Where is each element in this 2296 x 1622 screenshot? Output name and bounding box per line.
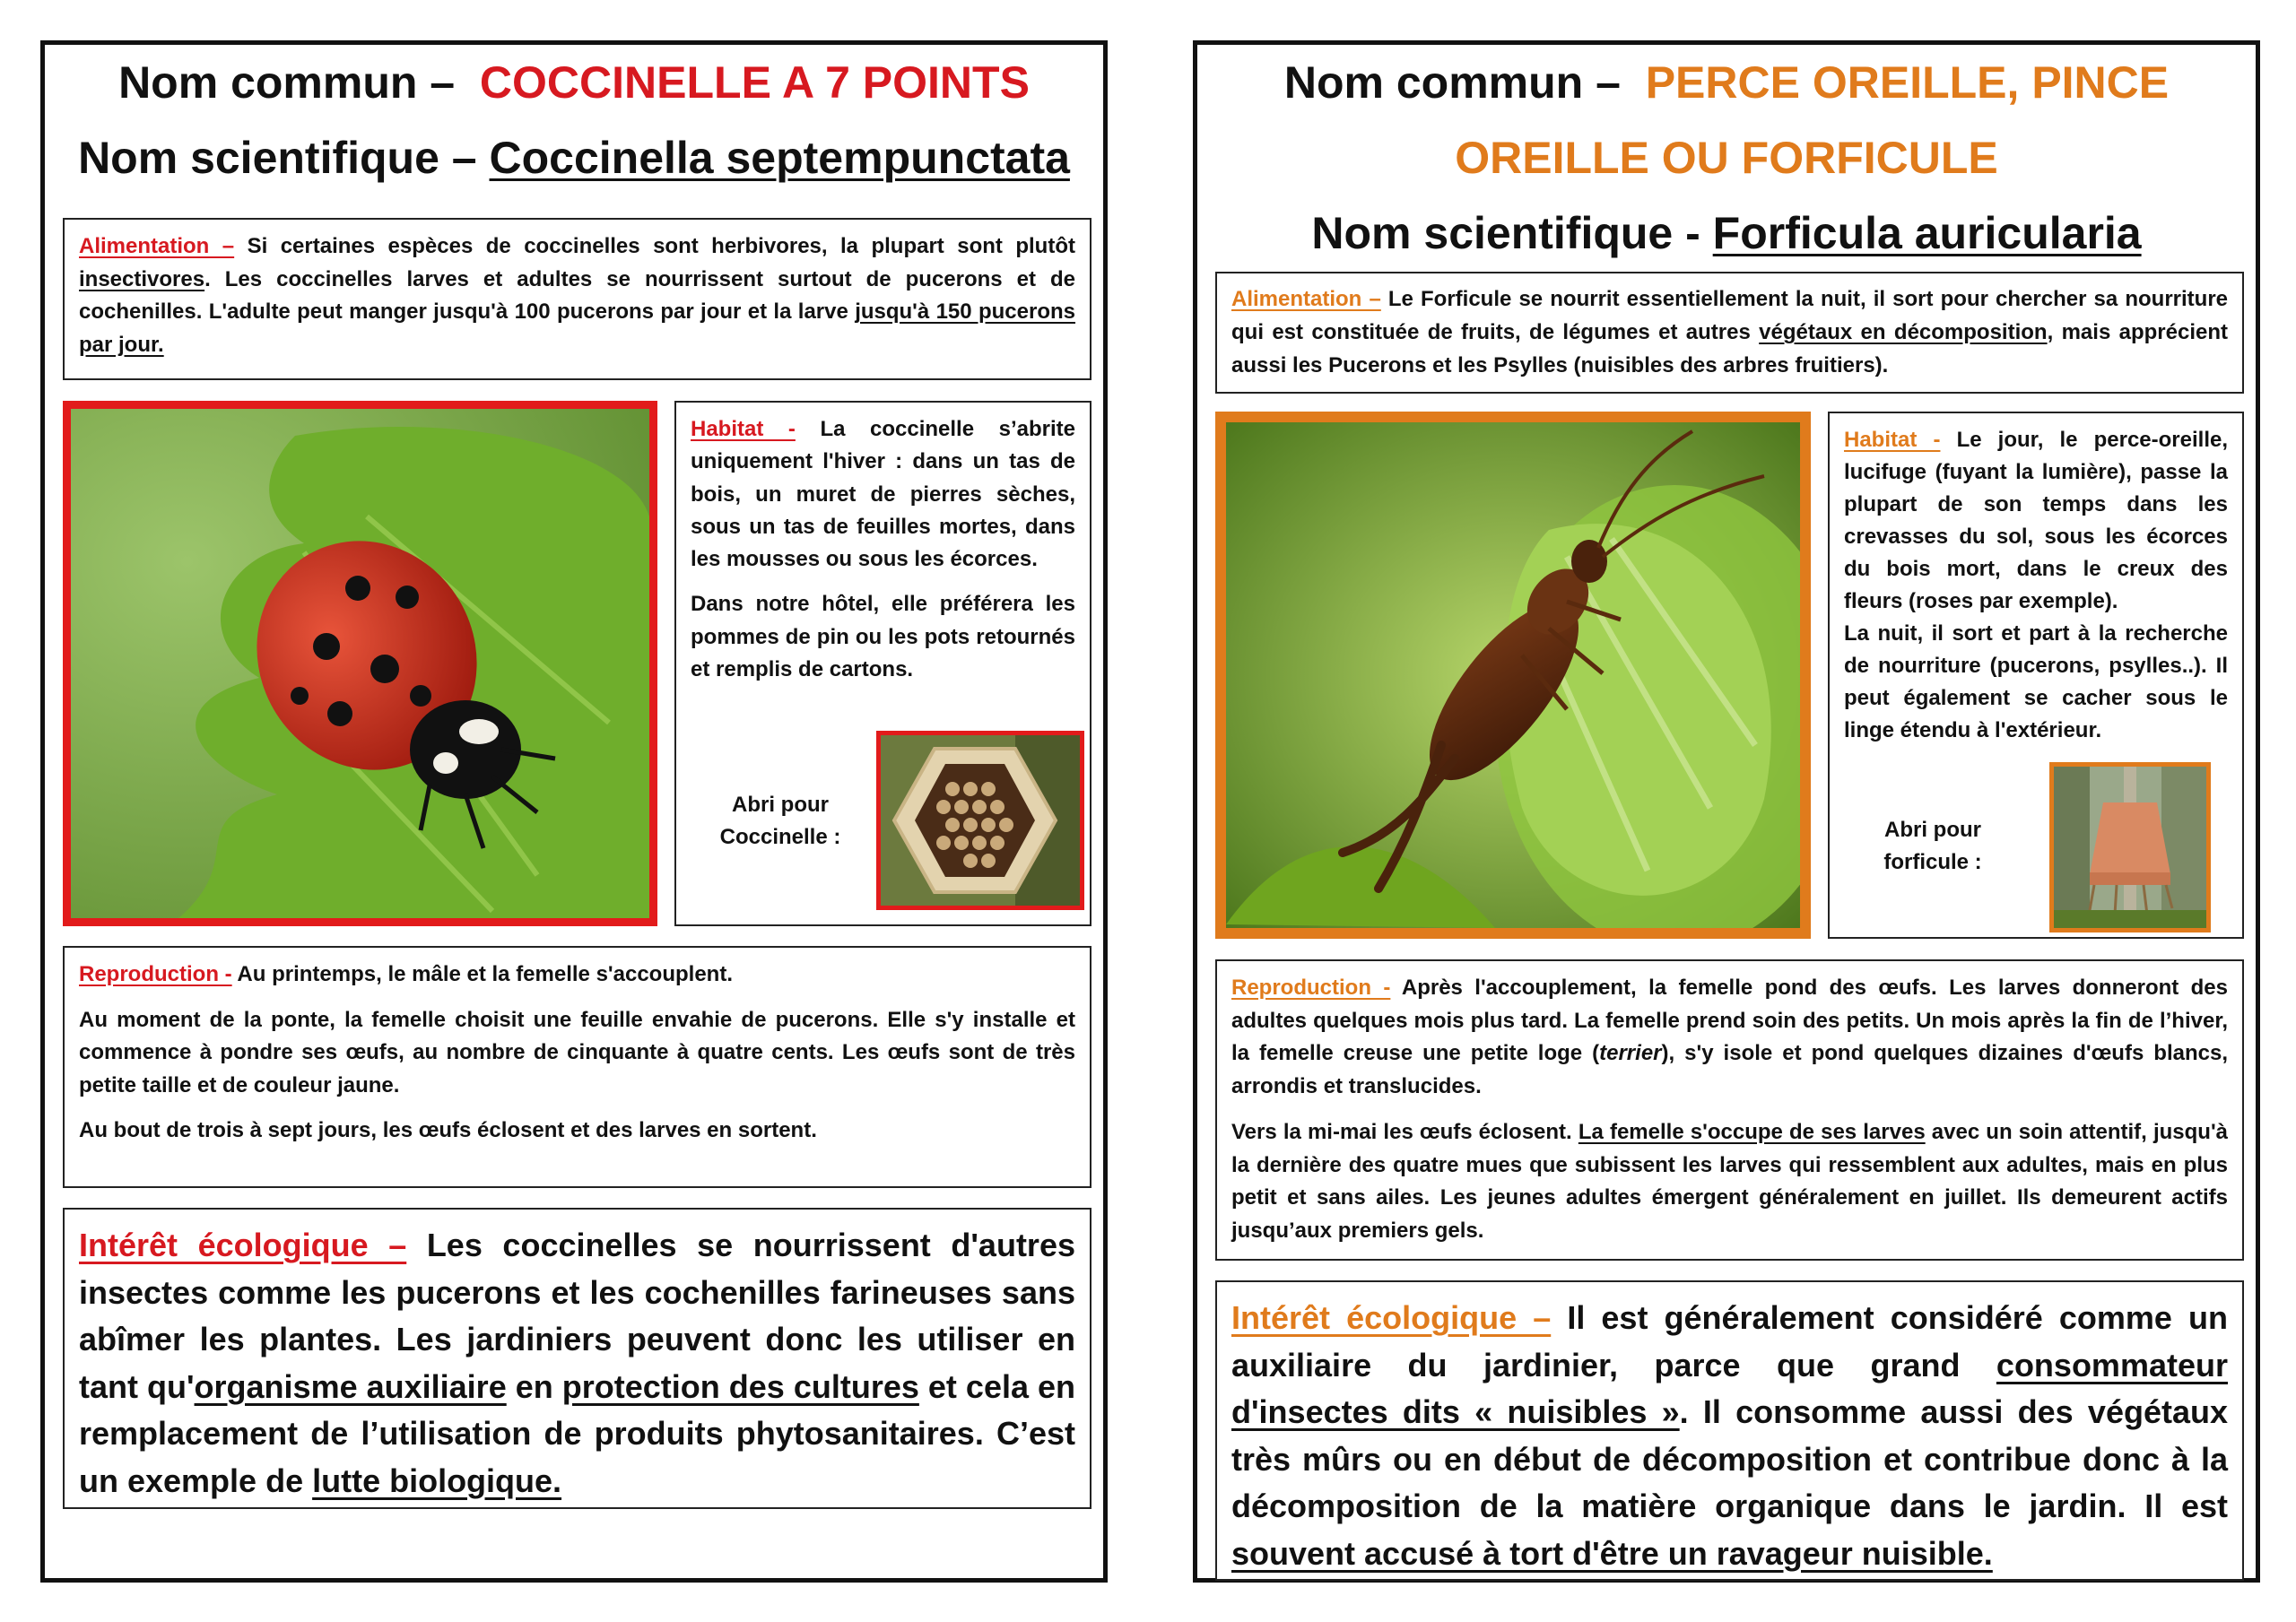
interet-ecologique-box — [63, 1208, 1091, 1509]
alimentation-text-part: Le Forficule se nourrit essentiellement la nuit, il sort pour chercher sa nourriture qui est constituée de fruits, de légumes et autres — [1231, 287, 2229, 344]
alimentation-underlined: végétaux en décomposition — [1759, 320, 2048, 344]
ladybird-sheet — [40, 40, 1108, 1583]
alimentation-underlined: jusqu'à 150 pucerons par jour. — [79, 299, 1076, 357]
earwig-photo — [1215, 412, 1811, 939]
alimentation-text-part: . Les coccinelles larves et adultes se nourrissent surtout de pucerons et de cochenilles. L'adulte peut manger jusqu'à 100 pucerons par jour et la larve — [79, 266, 1075, 324]
common-name-prefix: Nom commun – — [118, 57, 456, 108]
reproduction-ponte-text: Au moment de la ponte, la femelle choisit une feuille envahie de pucerons. Elle s'y installe et commence à pondre ses œufs, au nombre de cinquante à quatre cents. Les œufs sont de très petite taille et de couleur jaune. — [79, 1007, 1075, 1097]
alimentation-box — [1215, 272, 2244, 394]
reproduction-text-part: Vers la mi-mai les œufs éclosent. — [1231, 1119, 1578, 1144]
reproduction-box — [63, 946, 1091, 1188]
reproduction-text-part: avec un soin attentif, jusqu'à la dernière des quatre mues que subissent les larves qui ressemblent aux adultes, mais en plus petit et sans ailes. Les jeunes adultes émergent généralement en juillet. Ils demeurent actifs jusqu’aux premiers gels. — [1231, 1119, 2229, 1243]
ladybird-illustration — [71, 409, 649, 918]
interet-ecologique-box — [1215, 1280, 2244, 1581]
abri-label-line1: Abri pour — [732, 793, 829, 817]
interet-ecologique-label: Intérêt écologique – — [79, 1227, 407, 1263]
common-name-value-line2: OREILLE OU FORFICULE — [1455, 133, 1998, 183]
reproduction-text — [1231, 972, 2228, 1104]
common-name-value: COCCINELLE A 7 POINTS — [479, 57, 1030, 108]
earwig-shelter-photo — [2049, 762, 2211, 932]
abri-label — [1843, 814, 2022, 879]
reproduction-text-part: Au printemps, le mâle et la femelle s'accouplent. — [231, 962, 733, 986]
interet-text-part: . Il consomme aussi des végétaux très mûrs ou en début de décomposition et contribue donc à la décomposition de la matière organique dans le jardin. Il est — [1231, 1393, 2228, 1524]
interet-text-part: Les coccinelles se nourrissent d'autres insectes comme les pucerons et les cochenilles farineuses sans abîmer les plantes. Les jardiniers peuvent donc les utiliser en tant qu' — [79, 1227, 1075, 1405]
earwig-sheet — [1193, 40, 2260, 1583]
alimentation-label: Alimentation – — [1231, 287, 1381, 311]
scientific-name-heading — [1197, 195, 2256, 271]
abri-label-line1: Abri pour — [1884, 818, 1981, 842]
habitat-text — [691, 413, 1075, 576]
habitat-night-text: La nuit, il sort et part à la recherche de nourriture (pucerons, psylles..). Il peut également se cacher sous le linge étendu à l'extérieur. — [1844, 621, 2228, 742]
interet-ecologique-text — [79, 1222, 1075, 1505]
common-name-prefix: Nom commun – — [1283, 57, 1621, 108]
earwig-illustration — [1226, 422, 1800, 928]
reproduction-underlined: La femelle s'occupe de ses larves — [1578, 1119, 1926, 1144]
scientific-name-value: Forficula auricularia — [1712, 208, 2142, 258]
interet-text-part: en — [506, 1367, 562, 1405]
interet-underlined: organisme auxiliaire — [194, 1367, 507, 1405]
reproduction-italic: terrier — [1599, 1041, 1662, 1066]
alimentation-underlined: insectivores — [79, 266, 205, 291]
abri-label — [691, 789, 870, 854]
alimentation-text-part: , mais apprécient aussi les Pucerons et les Psylles (nuisibles des arbres fruitiers). — [1231, 320, 2228, 377]
scientific-name-prefix: Nom scientifique - — [1311, 208, 1700, 258]
interet-underlined: lutte biologique. — [312, 1462, 562, 1499]
habitat-label: Habitat - — [1844, 428, 1941, 452]
habitat-label: Habitat - — [691, 417, 796, 441]
ladybird-photo — [63, 401, 657, 926]
habitat-hotel-text: Dans notre hôtel, elle préférera les pommes de pin ou les pots retournés et remplis de cartons. — [691, 592, 1075, 682]
interet-underlined: protection des cultures — [561, 1367, 919, 1405]
reproduction-box — [1215, 959, 2244, 1261]
reproduction-text-part: Après l'accouplement, la femelle pond des œufs. Les larves donneront des adultes quelques mois plus tard. La femelle prend soin des petits. Un mois après la fin de l’hiver, la femelle creuse une petite loge ( — [1231, 976, 2228, 1066]
habitat-text-part: Le jour, le perce-oreille, lucifuge (fuyant la lumière), passe la plupart de son temps dans les crevasses du sol, sous les écorces du bois mort, dans le creux des fleurs (roses par exemple). — [1844, 428, 2228, 613]
interet-text-part: Il est généralement considéré comme un auxiliaire du jardinier, parce que grand — [1231, 1299, 2228, 1383]
common-name-heading — [1197, 45, 2256, 120]
abri-label-line2: forficule : — [1883, 850, 1982, 874]
scientific-name-value: Coccinella septempunctata — [489, 133, 1070, 183]
common-name-value-line1: PERCE OREILLE, PINCE — [1645, 57, 2170, 108]
flower-pot-shelter-illustration — [2054, 767, 2206, 928]
alimentation-text-part: Si certaines espèces de coccinelles sont herbivores, la plupart sont plutôt — [234, 234, 1075, 258]
alimentation-text — [1231, 282, 2228, 382]
habitat-text-part: La coccinelle s’abrite uniquement l'hiver : dans un tas de bois, un muret de pierres sèches, sous un tas de feuilles mortes, dans les mousses ou sous les écorces. — [691, 417, 1075, 572]
scientific-name-heading — [45, 120, 1103, 195]
reproduction-eclosion-text — [1231, 1116, 2228, 1248]
alimentation-box — [63, 218, 1091, 380]
reproduction-text-part: ), s'y isole et pond quelques dizaines d'œufs blancs, arrondis et translucides. — [1231, 1041, 2228, 1099]
habitat-text — [1844, 424, 2228, 618]
reproduction-label: Reproduction - — [79, 962, 232, 986]
alimentation-text — [79, 230, 1075, 361]
reproduction-text — [79, 958, 1075, 992]
interet-text-part: et cela en remplacement de l’utilisation de produits phytosanitaires. C’est un exemple de — [79, 1367, 1076, 1499]
ladybird-shelter-photo — [876, 731, 1084, 910]
abri-label-line2: Coccinelle : — [719, 825, 841, 849]
reproduction-eclosion-text: Au bout de trois à sept jours, les œufs éclosent et des larves en sortent. — [79, 1118, 817, 1142]
insect-hotel-illustration — [881, 735, 1080, 906]
interet-underlined: consommateur d'insectes dits « nuisibles » — [1231, 1346, 2228, 1430]
scientific-name-prefix: Nom scientifique – — [78, 133, 477, 183]
alimentation-label: Alimentation – — [79, 234, 235, 258]
common-name-heading — [45, 45, 1103, 120]
interet-ecologique-text — [1231, 1295, 2228, 1577]
interet-ecologique-label: Intérêt écologique – — [1231, 1299, 1552, 1336]
reproduction-label: Reproduction - — [1231, 976, 1391, 1000]
interet-underlined: souvent accusé à tort d'être un ravageur nuisible. — [1231, 1534, 1993, 1572]
